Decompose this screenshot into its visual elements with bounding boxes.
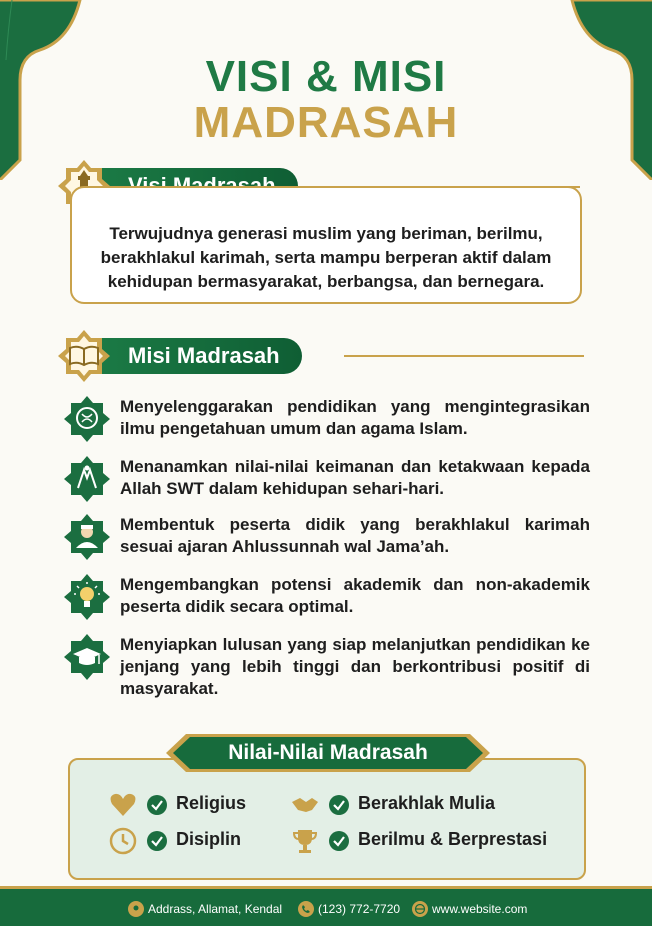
check-icon bbox=[328, 830, 350, 852]
misi-item-text: Menyelenggarakan pendidikan yang mengintegrasikan ilmu pengetahuan umum dan agama Islam. bbox=[120, 397, 590, 438]
nilai-heading: Nilai-Nilai Madrasah bbox=[228, 741, 428, 764]
brain-icon bbox=[64, 396, 110, 442]
check-icon bbox=[328, 794, 350, 816]
graduation-cap-icon bbox=[64, 634, 110, 680]
footer-website-text: www.website.com bbox=[432, 902, 528, 916]
student-icon bbox=[64, 514, 110, 560]
location-icon bbox=[128, 901, 144, 917]
open-book-icon bbox=[58, 330, 110, 382]
value-label: Berakhlak Mulia bbox=[358, 793, 496, 813]
title-line1: VISI & MISI bbox=[205, 52, 447, 101]
misi-header bbox=[58, 330, 338, 382]
globe-icon bbox=[412, 901, 428, 917]
title-line2: MADRASAH bbox=[193, 98, 459, 147]
misi-item-5 bbox=[64, 634, 594, 700]
misi-item-text: Menanamkan nilai-nilai keimanan dan ketakwaan kepada Allah SWT dalam kehidupan sehari-hari. bbox=[120, 457, 590, 498]
lightbulb-icon bbox=[64, 574, 110, 620]
praying-hands-icon bbox=[64, 456, 110, 502]
misi-item-3 bbox=[64, 514, 594, 558]
page-title bbox=[0, 54, 652, 146]
footer-address-text: Addrass, Allamat, Kendal bbox=[148, 902, 283, 916]
misi-item-text: Mengembangkan potensi akademik dan non-akademik peserta didik secara optimal. bbox=[120, 575, 590, 616]
value-label: Berilmu & Berprestasi bbox=[358, 829, 548, 849]
misi-item-2 bbox=[64, 456, 594, 500]
visi-text: Terwujudnya generasi muslim yang beriman, berilmu, berakhlakul karimah, serta mampu berperan aktif dalam kehidupan bermasyarakat, berbangsa, dan bernegara. bbox=[100, 224, 552, 291]
phone-icon bbox=[298, 901, 314, 917]
clock-icon bbox=[108, 826, 138, 856]
misi-heading: Misi Madrasah bbox=[98, 338, 302, 374]
value-label: Religius bbox=[176, 793, 247, 813]
misi-item-text: Membentuk peserta didik yang berakhlakul karimah sesuai ajaran Ahlussunnah wal Jama’ah. bbox=[120, 515, 590, 556]
footer bbox=[0, 886, 652, 926]
footer-phone-text: (123) 772-7720 bbox=[318, 902, 401, 916]
value-label: Disiplin bbox=[176, 829, 242, 849]
trophy-icon bbox=[290, 826, 320, 856]
handshake-icon bbox=[290, 790, 320, 820]
misi-divider bbox=[344, 355, 584, 357]
check-icon bbox=[146, 830, 168, 852]
heart-icon bbox=[108, 790, 138, 820]
misi-item-1 bbox=[64, 396, 594, 440]
misi-item-text: Menyiapkan lulusan yang siap melanjutkan pendidikan ke jenjang yang lebih tinggi dan berkontribusi positif di masyarakat. bbox=[120, 635, 590, 698]
check-icon bbox=[146, 794, 168, 816]
misi-item-4 bbox=[64, 574, 594, 618]
